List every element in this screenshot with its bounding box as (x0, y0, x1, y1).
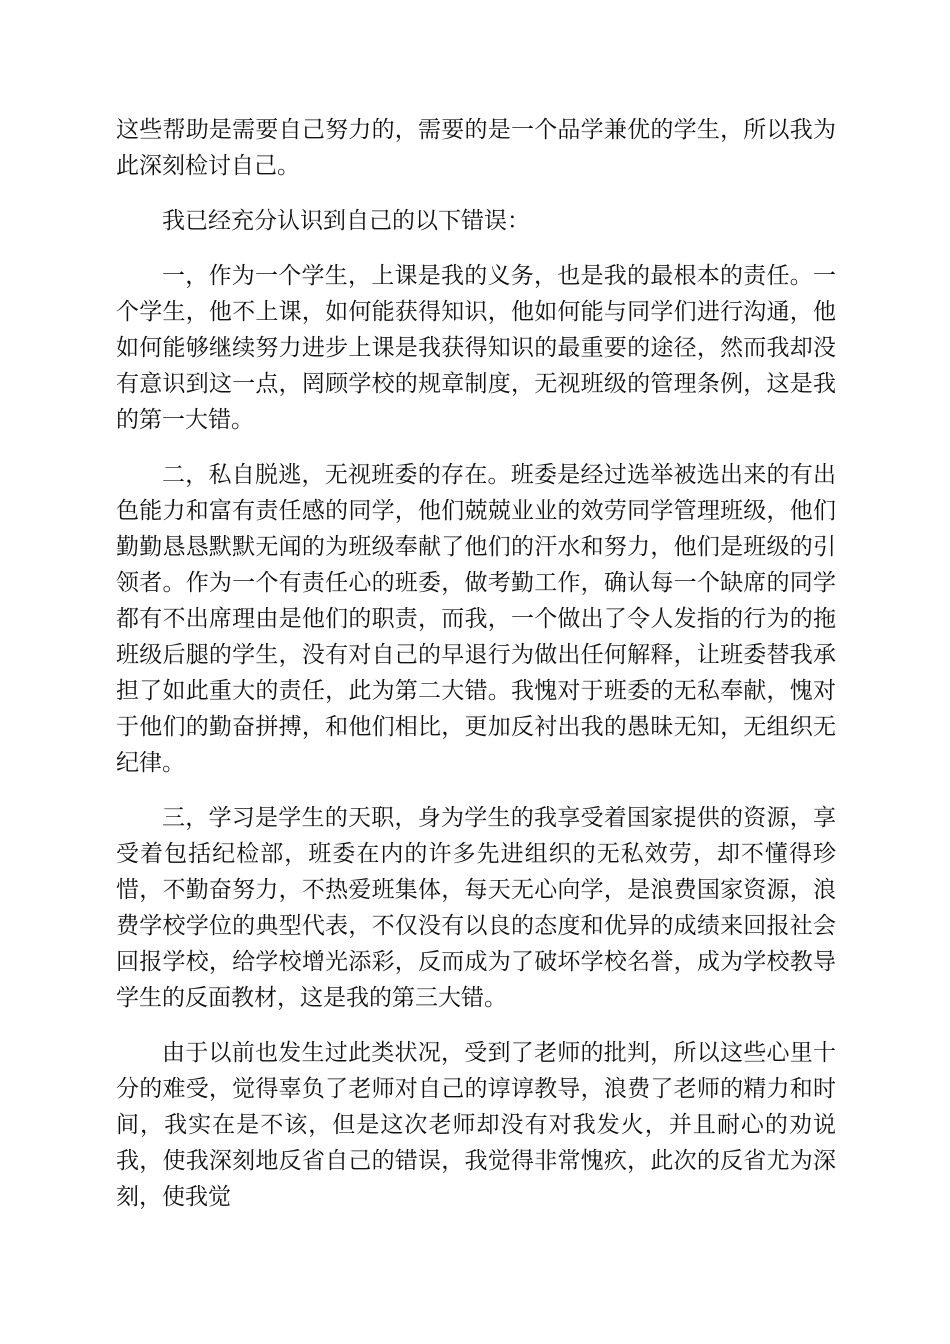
paragraph-reflection: 由于以前也发生过此类状况，受到了老师的批判，所以这些心里十分的难受，觉得辜负了老师对自己的谆谆教导，浪费了老师的精力和时间，我实在是不该，但是这次老师却没有对我发火，并且耐心的劝说我，使我深刻地反省自己的错误，我觉得非常愧疚，此次的反省尤为深刻，使我觉 (116, 1040, 836, 1210)
document-body (116, 112, 836, 1234)
paragraph-intro: 我已经充分认识到自己的以下错误： (162, 208, 530, 234)
paragraph-continuation: 这些帮助是需要自己努力的，需要的是一个品学兼优的学生，所以我为此深刻检讨自己。 (116, 117, 836, 179)
paragraph-error-three: 三，学习是学生的天职，身为学生的我享受着国家提供的资源，享受着包括纪检部，班委在内的许多先进组织的无私效劳，却不懂得珍惜，不勤奋努力，不热爱班集体，每天无心向学，是浪费国家资源，浪费学校学位的典型代表，不仅没有以良的态度和优异的成绩来回报社会回报学校，给学校增光添彩，反而成为了破坏学校名誉，成为学校教导学生的反面教材，这是我的第三大错。 (116, 805, 836, 1011)
paragraph-error-two: 二，私自脱逃，无视班委的存在。班委是经过选举被选出来的有出色能力和富有责任感的同学，他们兢兢业业的效劳同学管理班级，他们勤勤恳恳默默无闻的为班级奉献了他们的汗水和努力，他们是班级的引领者。作为一个有责任心的班委，做考勤工作，确认每一个缺席的同学都有不出席理由是他们的职责，而我，一个做出了令人发指的行为的拖班级后腿的学生，没有对自己的早退行为做出任何解释，让班委替我承担了如此重大的责任，此为第二大错。我愧对于班委的无私奉献，愧对于他们的勤奋拼搏，和他们相比，更加反衬出我的愚昧无知，无组织无纪律。 (116, 462, 836, 776)
paragraph-error-one: 一，作为一个学生，上课是我的义务，也是我的最根本的责任。一个学生，他不上课，如何能获得知识，他如何能与同学们进行沟通，他如何能够继续努力进步上课是我获得知识的最重要的途径，然而我却没有意识到这一点，罔顾学校的规章制度，无视班级的管理条例，这是我的第一大错。 (116, 263, 836, 433)
